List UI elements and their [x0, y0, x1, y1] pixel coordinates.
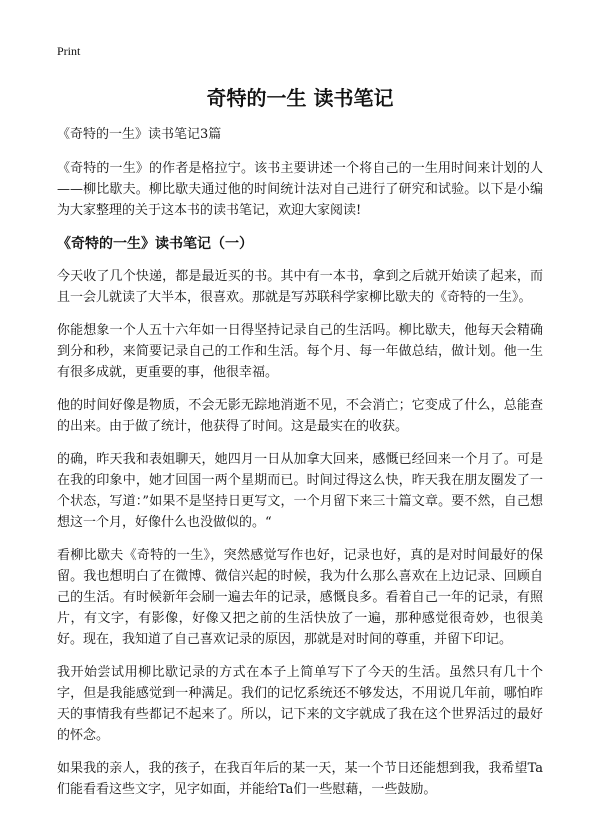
- document-title: 奇特的一生 读书笔记: [206, 86, 394, 110]
- document-subtitle: 《奇特的一生》读书笔记3篇: [57, 127, 222, 142]
- section-body: [57, 266, 543, 800]
- body-paragraph: 你能想象一个人五十六年如一日得坚持记录自己的生活吗。柳比歇夫，他每天会精确到分和秒，来简要记录自己的工作和生活。每个月、每一年做总结，做计划。他一生有很多成就，更重要的事，他很幸福。: [57, 323, 543, 380]
- print-link[interactable]: Print: [57, 44, 81, 58]
- body-paragraph: 今天收了几个快递，都是最近买的书。其中有一本书，拿到之后就开始读了起来，而且一会儿就读了大半本，很喜欢。那就是写苏联科学家柳比歇夫的《奇特的一生》。: [57, 269, 543, 305]
- section-heading: 《奇特的一生》读书笔记（一）: [57, 236, 253, 252]
- body-paragraph: 他的时间好像是物质，不会无影无踪地消逝不见，不会消亡；它变成了什么，总能查的出来。由于做了统计，他获得了时间。这是最实在的收获。: [57, 398, 543, 434]
- body-paragraph: 看柳比歇夫《奇特的一生》，突然感觉写作也好，记录也好，真的是对时间最好的保留。我也想明白了在微博、微信兴起的时候，我为什么那么喜欢在上边记录、回顾自己的生活。有时候新年会刷一遍去年的记录，感慨良多。看着自己一年的记录，有照片，有文字，有影像，好像又把之前的生活快放了一遍，那种感觉很奇妙，也很美好。现在，我知道了自己喜欢记录的原因，那就是对时间的尊重，并留下印记。: [57, 548, 543, 647]
- body-paragraph: 如果我的亲人，我的孩子，在我百年后的某一天，某一个节日还能想到我，我希望Ta们能看看这些文字，见字如面，并能给Ta们一些慰藉，一些鼓励。: [57, 761, 543, 797]
- body-paragraph: 的确，昨天我和表姐聊天，她四月一日从加拿大回来，感慨已经回来一个月了。可是在我的印象中，她才回国一两个星期而已。时间过得这么快，昨天我在朋友圈发了一个状态，写道：”如果不是坚持日更写文，一个月留下来三十篇文章。要不然，自己想想这一个月，好像什么也没做似的。“: [57, 452, 543, 530]
- intro-paragraph: 《奇特的一生》的作者是格拉宁。该书主要讲述一个将自己的一生用时间来计划的人——柳比歇夫。柳比歇夫通过他的时间统计法对自己进行了研究和试验。以下是小编为大家整理的关于这本书的读书笔记，欢迎大家阅读!: [57, 161, 543, 218]
- body-paragraph: 我开始尝试用柳比歇记录的方式在本子上简单写下了今天的生活。虽然只有几十个字，但是我能感觉到一种满足。我们的记忆系统还不够发达，不用说几年前，哪怕昨天的事情我有些都记不起来了。所以，记下来的文字就成了我在这个世界活过的最好的怀念。: [57, 665, 543, 743]
